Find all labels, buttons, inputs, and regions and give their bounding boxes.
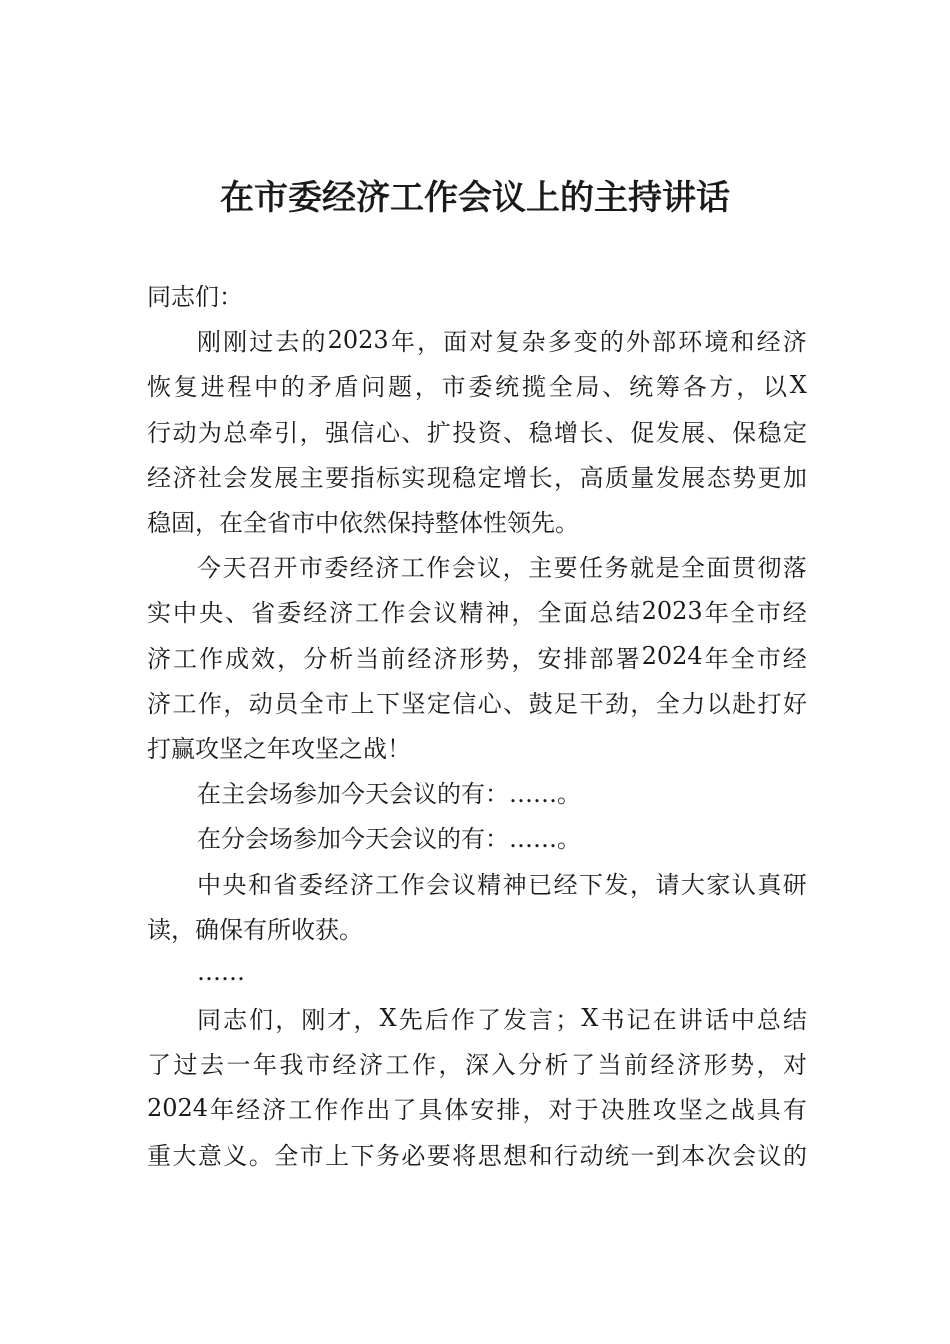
document-body [147, 272, 807, 1176]
text-line: 了 过 去 一 年 我 市 经 济 工 作 ， 深 入 分 析 了 当 前 经 济 形 势 ， 对 [147, 1051, 807, 1080]
document-title: 在市委经济工作会议上的主持讲话 [220, 178, 730, 218]
text-line: 实 中 央 、 省 委 经 济 工 作 会 议 精 神 ， 全 面 总 结 2023 年 全 市 经 [147, 596, 807, 628]
text-line: 刚 刚 过 去 的 2023 年 ， 面 对 复 杂 多 变 的 外 部 环 境 和 经 济 [197, 325, 807, 357]
text-line: 行 动 为 总 牵 引 ， 强 信 心 、 扩 投 资 、 稳 增 长 、 促 发 展 、 保 稳 定 [147, 418, 807, 447]
text-line: 同志们： [147, 283, 243, 312]
text-line: 读，确保有所收获。 [147, 915, 363, 944]
text-line: 济 工 作 ， 动 员 全 市 上 下 坚 定 信 心 、 鼓 足 干 劲 ， 全 力 以 赴 打 好 [147, 689, 807, 718]
text-line: 恢 复 进 程 中 的 矛 盾 问 题 ， 市 委 统 揽 全 局 、 统 筹 各 方 ， 以 X [147, 370, 807, 402]
text-line: 在分会场参加今天会议的有：……。 [197, 825, 581, 854]
text-line: 同 志 们 ， 刚 才 ， X 先 后 作 了 发 言 ； X 书 记 在 讲 话 中 总 结 [197, 1003, 807, 1035]
text-line: 稳固，在全省市中依然保持整体性领先。 [147, 509, 579, 538]
text-line: 重 大 意 义 。 全 市 上 下 务 必 要 将 思 想 和 行 动 统 一 到 本 次 会 议 的 [147, 1141, 807, 1170]
text-line: 在主会场参加今天会议的有：……。 [197, 780, 581, 809]
text-line: 济 工 作 成 效 ， 分 析 当 前 经 济 形 势 ， 安 排 部 署 2024 年 全 市 经 [147, 642, 807, 673]
text-line: 打赢攻坚之年攻坚之战！ [147, 734, 411, 763]
text-line: 中 央 和 省 委 经 济 工 作 会 议 精 神 已 经 下 发 ， 请 大 家 认 真 研 [197, 870, 807, 899]
text-line: 今 天 召 开 市 委 经 济 工 作 会 议 ， 主 要 任 务 就 是 全 面 贯 彻 落 [197, 554, 807, 583]
text-line: 2024 年 经 济 工 作 作 出 了 具 体 安 排 ， 对 于 决 胜 攻 坚 之 战 具 有 [147, 1093, 807, 1125]
text-line: 经 济 社 会 发 展 主 要 指 标 实 现 稳 定 增 长 ， 高 质 量 发 展 态 势 更 加 [147, 463, 807, 492]
text-line: …… [197, 958, 245, 987]
